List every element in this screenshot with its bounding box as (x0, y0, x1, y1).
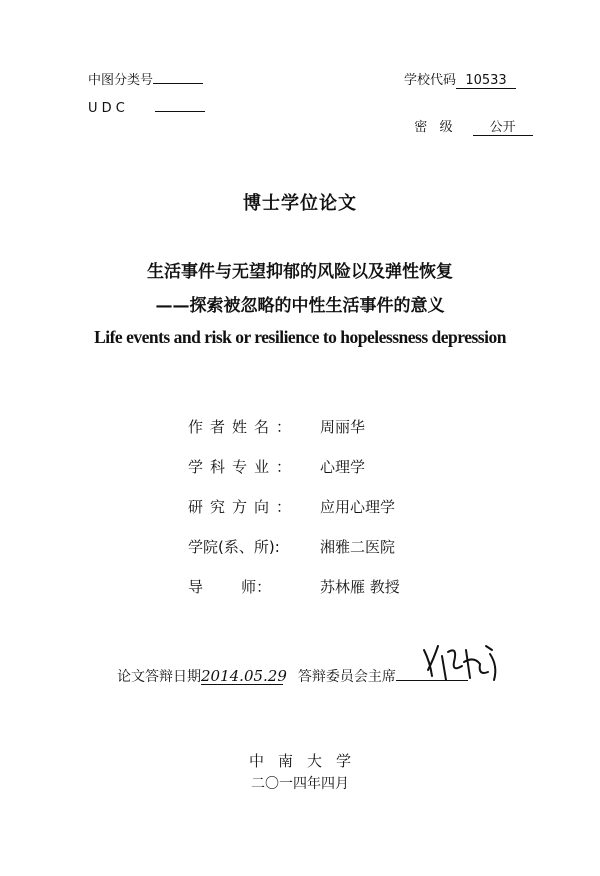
info-value: 应用心理学 (320, 498, 396, 516)
classification-field (88, 69, 203, 88)
classification-label: 中图分类号 (88, 73, 154, 88)
degree-title: 博士学位论文 (243, 193, 357, 214)
secrecy-label: 密 级 (414, 120, 453, 135)
udc-label: U D C (88, 101, 125, 116)
info-label: 学科专业： (188, 458, 299, 476)
defense-date-label: 论文答辩日期 (117, 669, 201, 685)
defense-date-value: 2014.05.29 (201, 667, 287, 685)
thesis-title-main: 生活事件与无望抑郁的风险以及弹性恢复 (147, 262, 453, 282)
info-value: 心理学 (320, 458, 366, 476)
school-code-field (404, 69, 516, 89)
thesis-title-english: Life events and risk or resilience to hopelessness depression (94, 327, 506, 347)
secrecy-field (406, 101, 533, 136)
info-value: 苏林雁 教授 (320, 578, 400, 596)
info-label: 导 师： (188, 578, 272, 596)
info-value: 湘雅二医院 (320, 538, 396, 556)
classification-value (153, 83, 203, 84)
defense-line (117, 666, 468, 686)
school-code-value: 10533 (456, 74, 516, 89)
submission-date: 二〇一四年四月 (251, 776, 349, 792)
udc-value (155, 111, 205, 112)
defense-chair-label: 答辩委员会主席 (297, 669, 396, 685)
info-label: 作者姓名： (188, 418, 299, 436)
chair-signature-image (418, 636, 508, 688)
udc-field (88, 101, 205, 116)
university-name: 中南大学 (248, 752, 365, 770)
info-label: 学院(系、所): (188, 538, 280, 556)
info-value: 周丽华 (320, 418, 366, 436)
thesis-title-subtitle: ——探索被忽略的中性生活事件的意义 (155, 296, 445, 316)
school-code-label: 学校代码 (404, 73, 457, 88)
info-label: 研究方向： (188, 498, 299, 516)
secrecy-value: 公开 (473, 121, 533, 136)
